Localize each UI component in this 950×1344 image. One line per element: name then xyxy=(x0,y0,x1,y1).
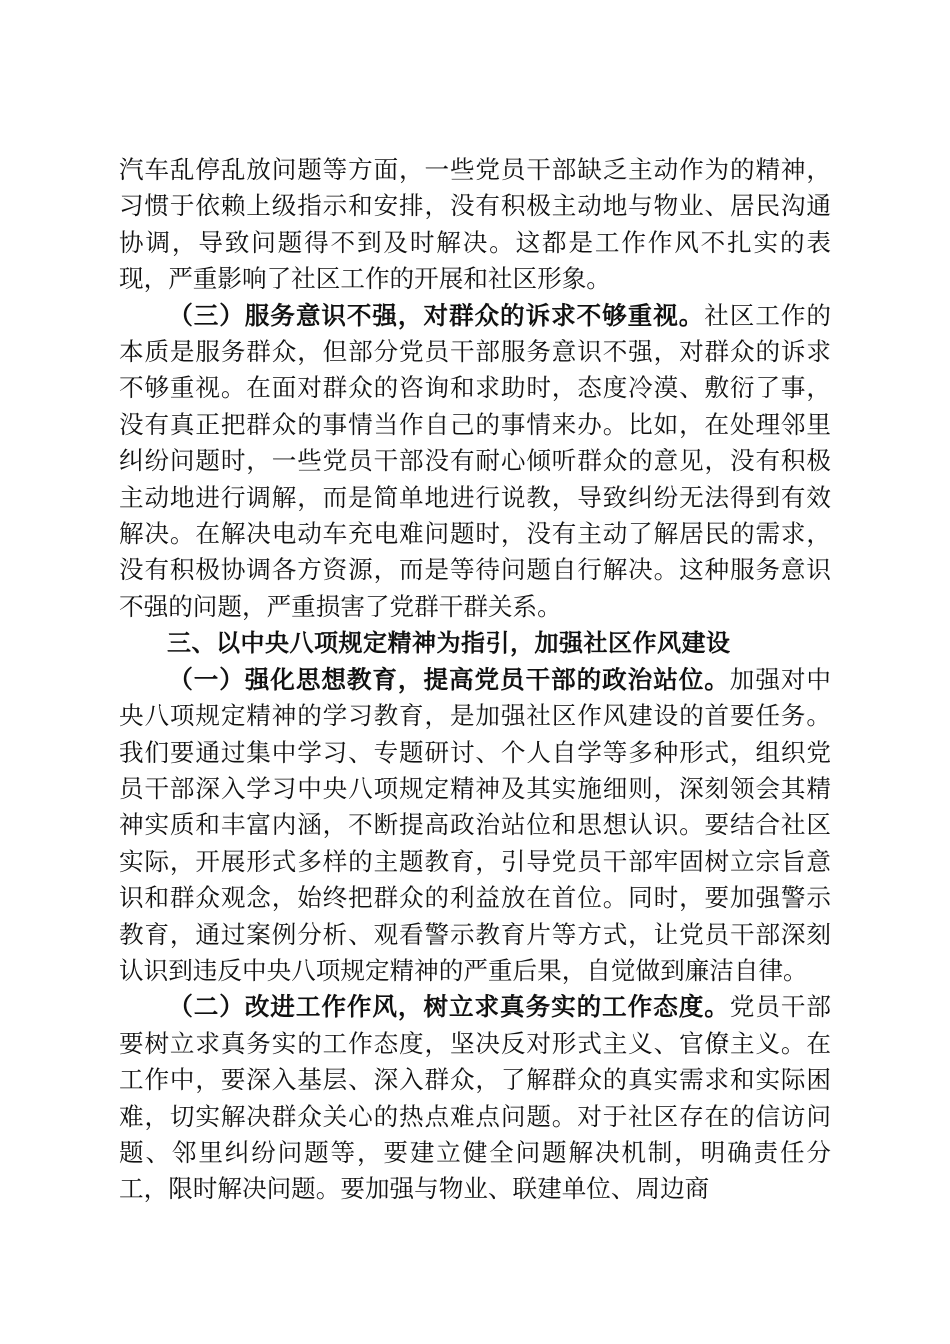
paragraph-point-two xyxy=(119,989,831,1207)
point-two-lead: （二）改进工作作风，树立求真务实的工作态度。 xyxy=(168,992,730,1022)
point-one-lead: （一）强化思想教育，提高党员干部的政治站位。 xyxy=(168,664,730,694)
paragraph-point-three xyxy=(119,298,831,626)
section-three-heading: 三、以中央八项规定精神为指引，加强社区作风建设 xyxy=(167,629,731,658)
paragraph-continuation: 汽车乱停乱放问题等方面，一些党员干部缺乏主动作为的精神，习惯于依赖上级指示和安排，没有积极主动地与物业、居民沟通协调，导致问题得不到及时解决。这都是工作作风不扎实的表现，严重影响了社区工作的开展和社区形象。 xyxy=(119,155,831,294)
point-one-body: 加强对中央八项规定精神的学习教育，是加强社区作风建设的首要任务。我们要通过集中学习、专题研讨、个人自学等多种形式，组织党员干部深入学习中央八项规定精神及其实施细则，深刻领会其精神实质和丰富内涵，不断提高政治站位和思想认识。要结合社区实际，开展形式多样的主题教育，引导党员干部牢固树立宗旨意识和群众观念，始终把群众的利益放在首位。同时，要加强警示教育，通过案例分析、观看警示教育片等方式，让党员干部深刻认识到违反中央八项规定精神的严重后果，自觉做到廉洁自律。 xyxy=(119,664,831,985)
paragraph-point-one xyxy=(119,662,831,990)
document-page xyxy=(119,152,831,1208)
point-two-body: 党员干部要树立求真务实的工作态度，坚决反对形式主义、官僚主义。在工作中，要深入基层、深入群众，了解群众的真实需求和实际困难，切实解决群众关心的热点难点问题。对于社区存在的信访问题、邻里纠纷问题等，要建立健全问题解决机制，明确责任分工，限时解决问题。要加强与物业、联建单位、周边商 xyxy=(119,992,831,1204)
point-three-body: 社区工作的本质是服务群众，但部分党员干部服务意识不强，对群众的诉求不够重视。在面对群众的咨询和求助时，态度冷漠、敷衍了事，没有真正把群众的事情当作自己的事情来办。比如，在处理邻里纠纷问题时，一些党员干部没有耐心倾听群众的意见，没有积极主动地进行调解，而是简单地进行说教，导致纠纷无法得到有效解决。在解决电动车充电难问题时，没有主动了解居民的需求，没有积极协调各方资源，而是等待问题自行解决。这种服务意识不强的问题，严重损害了党群干群关系。 xyxy=(119,300,831,621)
point-three-lead: （三）服务意识不强，对群众的诉求不够重视。 xyxy=(168,300,705,330)
